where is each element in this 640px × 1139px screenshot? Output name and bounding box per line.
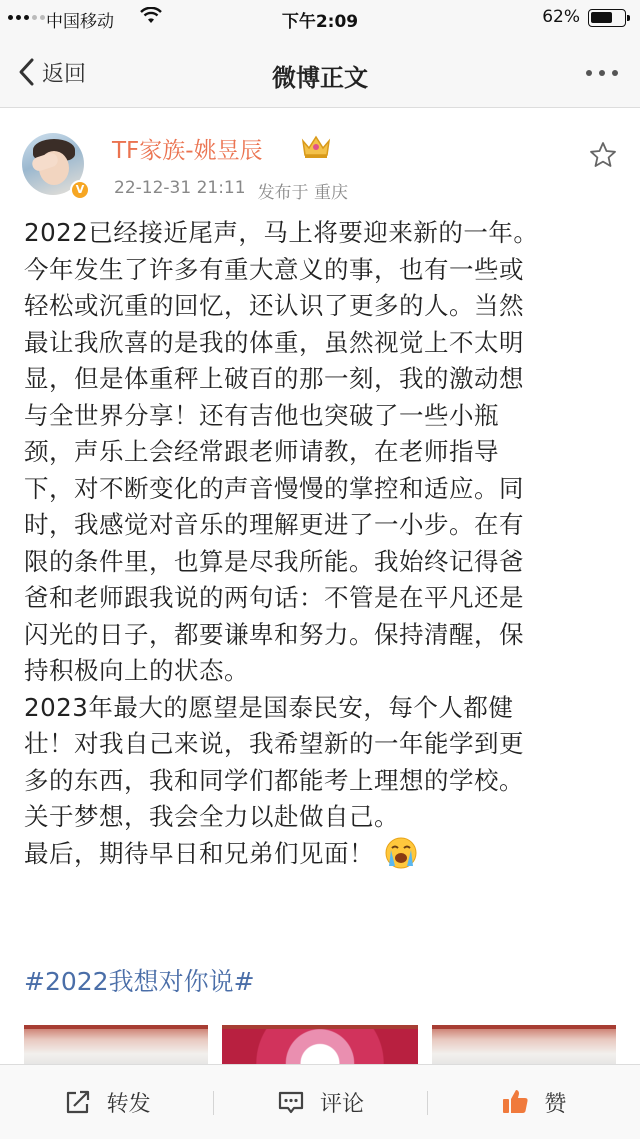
battery-icon: [588, 9, 626, 27]
post-line: 最后，期待早日和兄弟们见面！: [24, 838, 374, 868]
battery-percent: 62%: [542, 7, 580, 27]
comment-icon: [276, 1087, 306, 1117]
post-line: 轻松或沉重的回忆，还认识了更多的人。当然: [24, 291, 524, 320]
repost-button[interactable]: [0, 1065, 213, 1139]
like-label: 赞: [544, 1091, 567, 1117]
repost-icon: [63, 1087, 93, 1117]
post-line: 显，但是体重秤上破百的那一刻，我的激动想: [24, 364, 524, 393]
post-line: 下，对不断变化的声音慢慢的掌控和适应。同: [24, 473, 524, 503]
verified-badge-icon: V: [70, 180, 90, 200]
bottom-toolbar: [0, 1064, 640, 1139]
post-line: 2022已经接近尾声，马上将要迎来新的一年。: [24, 218, 539, 247]
post-line: 颈，声乐上会经常跟老师请教，在老师指导: [24, 437, 499, 466]
post-header: [0, 118, 640, 208]
star-icon[interactable]: [588, 140, 618, 170]
comment-label: 评论: [319, 1091, 364, 1117]
like-icon: [500, 1087, 530, 1117]
nav-bar: [0, 38, 640, 108]
post-line: 今年发生了许多有重大意义的事，也有一些或: [24, 254, 524, 284]
page-title: 微博正文: [272, 64, 368, 92]
post-line: 爸和老师跟我说的两句话：不管是在平凡还是: [24, 583, 524, 612]
topic-link[interactable]: #2022我想对你说#: [24, 967, 255, 996]
carrier-label: 中国移动: [46, 12, 114, 32]
post-timestamp: 22-12-31 21:11: [114, 178, 246, 198]
post-line: 限的条件里，也算是尽我所能。我始终记得爸: [24, 546, 524, 576]
repost-label: 转发: [106, 1091, 151, 1117]
post-line-last: [24, 836, 618, 873]
crown-icon[interactable]: [300, 132, 332, 160]
post-line: 时，我感觉对音乐的理解更进了一小步。在有: [24, 510, 524, 539]
back-label: 返回: [42, 61, 87, 87]
post-meta: [114, 178, 348, 203]
post-line: 最让我欣喜的是我的体重，虽然视觉上不太明: [24, 327, 524, 357]
post-body: [24, 215, 618, 872]
comment-button[interactable]: [213, 1065, 426, 1139]
post-line: 多的东西，我和同学们都能考上理想的学校。: [24, 765, 524, 795]
post-line: 闪光的日子，都要谦卑和努力。保持清醒，保: [24, 619, 524, 649]
post-line: 持积极向上的状态。: [24, 656, 249, 685]
post-line: 关于梦想，我会全力以赴做自己。: [24, 802, 399, 831]
clock: 下午2:09: [281, 12, 359, 32]
cry-emoji-icon: [384, 836, 418, 870]
post-line: 壮！对我自己来说，我希望新的一年能学到更: [24, 729, 524, 758]
post-line: 2023年最大的愿望是国泰民安，每个人都健: [24, 692, 514, 722]
post-source: 发布于 重庆: [257, 183, 348, 203]
author-name[interactable]: TF家族-姚昱辰: [112, 138, 263, 164]
post-line: 与全世界分享！还有吉他也突破了一些小瓶: [24, 400, 499, 430]
like-button[interactable]: [427, 1065, 640, 1139]
status-bar: [0, 0, 640, 38]
more-dots-icon[interactable]: [586, 60, 618, 86]
